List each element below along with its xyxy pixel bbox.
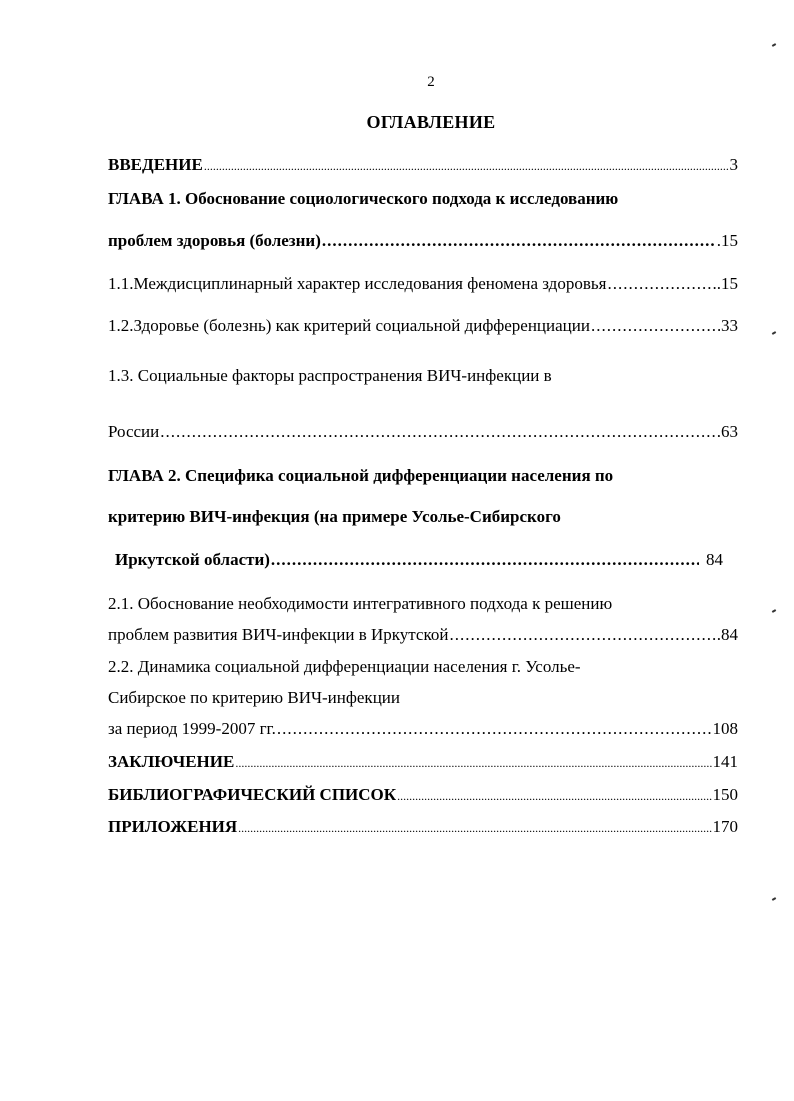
- toc-chapter1-line1[interactable]: ГЛАВА 1. Обоснование социологического подхода к исследованию: [108, 189, 619, 208]
- toc-entry-section-1-2[interactable]: [108, 315, 738, 337]
- toc-entry-page: ..15: [712, 274, 738, 293]
- toc-chapter2-line1[interactable]: ГЛАВА 2. Специфика социальной дифференциации населения по: [108, 466, 614, 485]
- leader-dots: [204, 154, 729, 177]
- toc-entry-title: 1.2.Здоровье (болезнь) как критерий социальной дифференциации: [108, 316, 590, 335]
- toc-entry-page: 141: [712, 752, 738, 771]
- toc-entry-title: проблем развития ВИЧ-инфекции в Иркутской: [108, 625, 449, 644]
- toc-entry-intro[interactable]: [108, 154, 738, 177]
- scan-speck: [772, 43, 776, 47]
- toc-entry-appendices[interactable]: [108, 816, 738, 839]
- toc-entry-section-1-1[interactable]: [108, 273, 738, 295]
- leader-dots: [277, 718, 712, 740]
- toc-entry-title: проблем здоровья (болезни): [108, 231, 321, 250]
- toc-entry-title: ПРИЛОЖЕНИЯ: [108, 817, 238, 836]
- leader-dots: [160, 421, 720, 443]
- scan-speck: [772, 897, 776, 901]
- toc-entry-bibliography[interactable]: [108, 784, 738, 807]
- leader-dots: [235, 751, 711, 774]
- leader-dots: [591, 315, 720, 337]
- toc-entry-page: 84: [706, 550, 723, 569]
- toc-entry-page: 108: [712, 719, 738, 738]
- leader-dots: [238, 816, 711, 839]
- toc-entry-chapter2[interactable]: [115, 549, 723, 571]
- leader-dots: [607, 273, 711, 295]
- leader-dots: [322, 230, 716, 252]
- toc-heading: ОГЛАВЛЕНИЕ: [366, 112, 496, 132]
- leader-dots: [449, 624, 715, 646]
- leader-dots: [397, 784, 711, 807]
- leader-dots: [271, 549, 699, 571]
- toc-entry-title: ЗАКЛЮЧЕНИЕ: [108, 752, 235, 771]
- toc-entry-page: .15: [716, 231, 738, 250]
- toc-chapter2-line2[interactable]: критерию ВИЧ-инфекция (на примере Усолье-Сибирского: [108, 507, 561, 526]
- toc-entry-page: 150: [712, 785, 738, 804]
- toc-section-2-2-line1[interactable]: 2.2. Динамика социальной дифференциации населения г. Усолье-: [108, 657, 581, 676]
- toc-entry-page: 3: [729, 155, 738, 174]
- toc-entry-title: ВВЕДЕНИЕ: [108, 155, 203, 174]
- toc-entry-title: БИБЛИОГРАФИЧЕСКИЙ СПИСОК: [108, 785, 397, 804]
- toc-entry-section-2-2[interactable]: [108, 718, 738, 740]
- toc-entry-page: 63: [721, 422, 738, 441]
- toc-entry-title: Иркутской области): [115, 550, 270, 569]
- toc-entry-chapter1[interactable]: [108, 230, 738, 252]
- toc-entry-page: 33: [721, 316, 738, 335]
- toc-entry-section-2-1[interactable]: [108, 624, 738, 646]
- toc-entry-title: России: [108, 422, 160, 441]
- toc-section-1-3-line1[interactable]: 1.3. Социальные факторы распространения ВИЧ-инфекции в: [108, 366, 552, 385]
- scan-speck: [772, 331, 776, 335]
- page-number: 2: [427, 74, 435, 90]
- toc-entry-conclusion[interactable]: [108, 751, 738, 774]
- toc-section-2-2-line2[interactable]: Сибирское по критерию ВИЧ-инфекции: [108, 688, 400, 707]
- scan-speck: [772, 609, 776, 613]
- toc-entry-section-1-3[interactable]: [108, 421, 738, 443]
- toc-entry-title: 1.1.Междисциплинарный характер исследования феномена здоровья: [108, 274, 607, 293]
- toc-entry-title: за период 1999-2007 гг.: [108, 719, 276, 738]
- toc-entry-page: .84: [716, 625, 738, 644]
- toc-entry-page: 170: [712, 817, 738, 836]
- toc-section-2-1-line1[interactable]: 2.1. Обоснование необходимости интегративного подхода к решению: [108, 594, 613, 613]
